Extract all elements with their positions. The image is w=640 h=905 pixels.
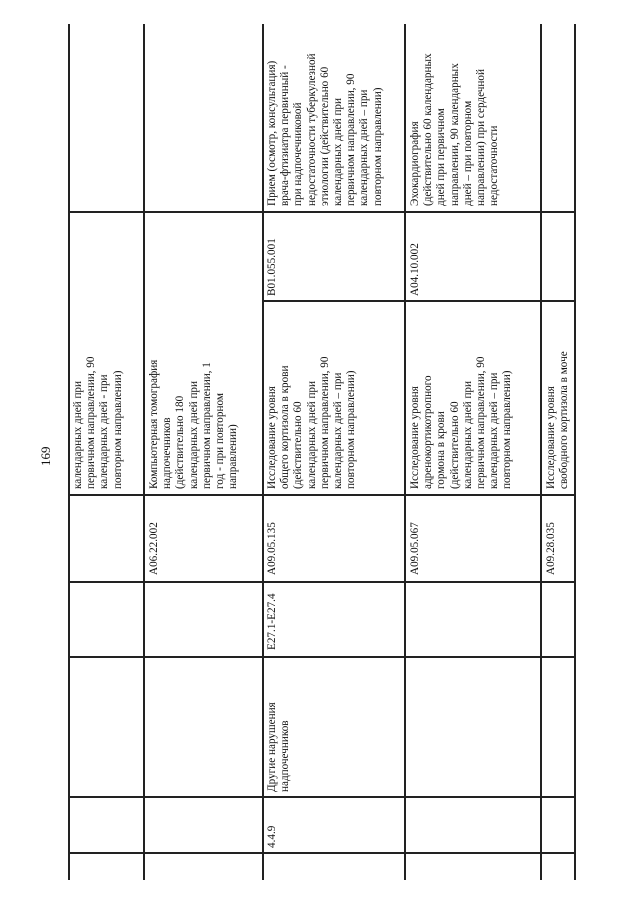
service-cell-text: Исследование уровня адренокортикотропного гормона в крови (действительно 60 календарных дней при первичном направлении, 90 календарных дней – при повторном направлении) (409, 356, 514, 489)
row-line (262, 24, 264, 880)
row-line (404, 24, 406, 880)
service-cell-text: Исследование уровня общего кортизола в крови (действительно 60 календарных дней при первичном направлении, 90 календарных дней – при повторном направлении) (266, 356, 358, 489)
col-line (262, 300, 575, 302)
col-line (68, 796, 575, 798)
col-line (68, 581, 575, 583)
service-cell-text: Исследование уровня свободного кортизола в моче (545, 351, 571, 489)
row-line (143, 24, 145, 880)
service-code: A09.05.135 (266, 522, 278, 575)
col-line (68, 211, 575, 213)
disease-name: Другие нарушения надпочечников (266, 702, 292, 792)
page-number-text: 169 (38, 446, 53, 466)
service-code: A06.22.002 (148, 522, 160, 575)
service-code: A09.28.035 (545, 522, 557, 575)
col-line (68, 656, 575, 658)
row-line (68, 24, 70, 880)
service-cell-text: Компьютерная томография надпочечников (действительно 180 календарных дней при первичном направлении, 1 год - при повторном направлении) (148, 359, 240, 489)
service-cell-text: Эхокардиография (действительно 60 календарных дней при первичном направлении, 90 календарных дней – при повторном направлении) при сердечной недостаточности (409, 53, 501, 206)
service-cell-text: календарных дней при первичном направлении, 90 календарных дней - при повторном направлении) (72, 356, 124, 489)
service-code: A04.10.002 (409, 243, 421, 296)
row-line (540, 24, 542, 880)
service-code: B01.055.001 (266, 238, 278, 296)
service-cell-text: Прием (осмотр, консультация) врача-фтизиатра первичный - при надпочечниковой недостаточности туберкулезной этиологии (действительно 60 календарных дней при первичном направлении, 90 календарных дней – при повторном направлении) (266, 53, 384, 206)
service-code: A09.05.067 (409, 522, 421, 575)
icd-code: E27.1-E27.4 (266, 593, 278, 650)
col-line (68, 494, 575, 496)
row-number: 4.4.9 (266, 825, 278, 848)
row-line (574, 24, 576, 880)
col-line (68, 852, 575, 854)
